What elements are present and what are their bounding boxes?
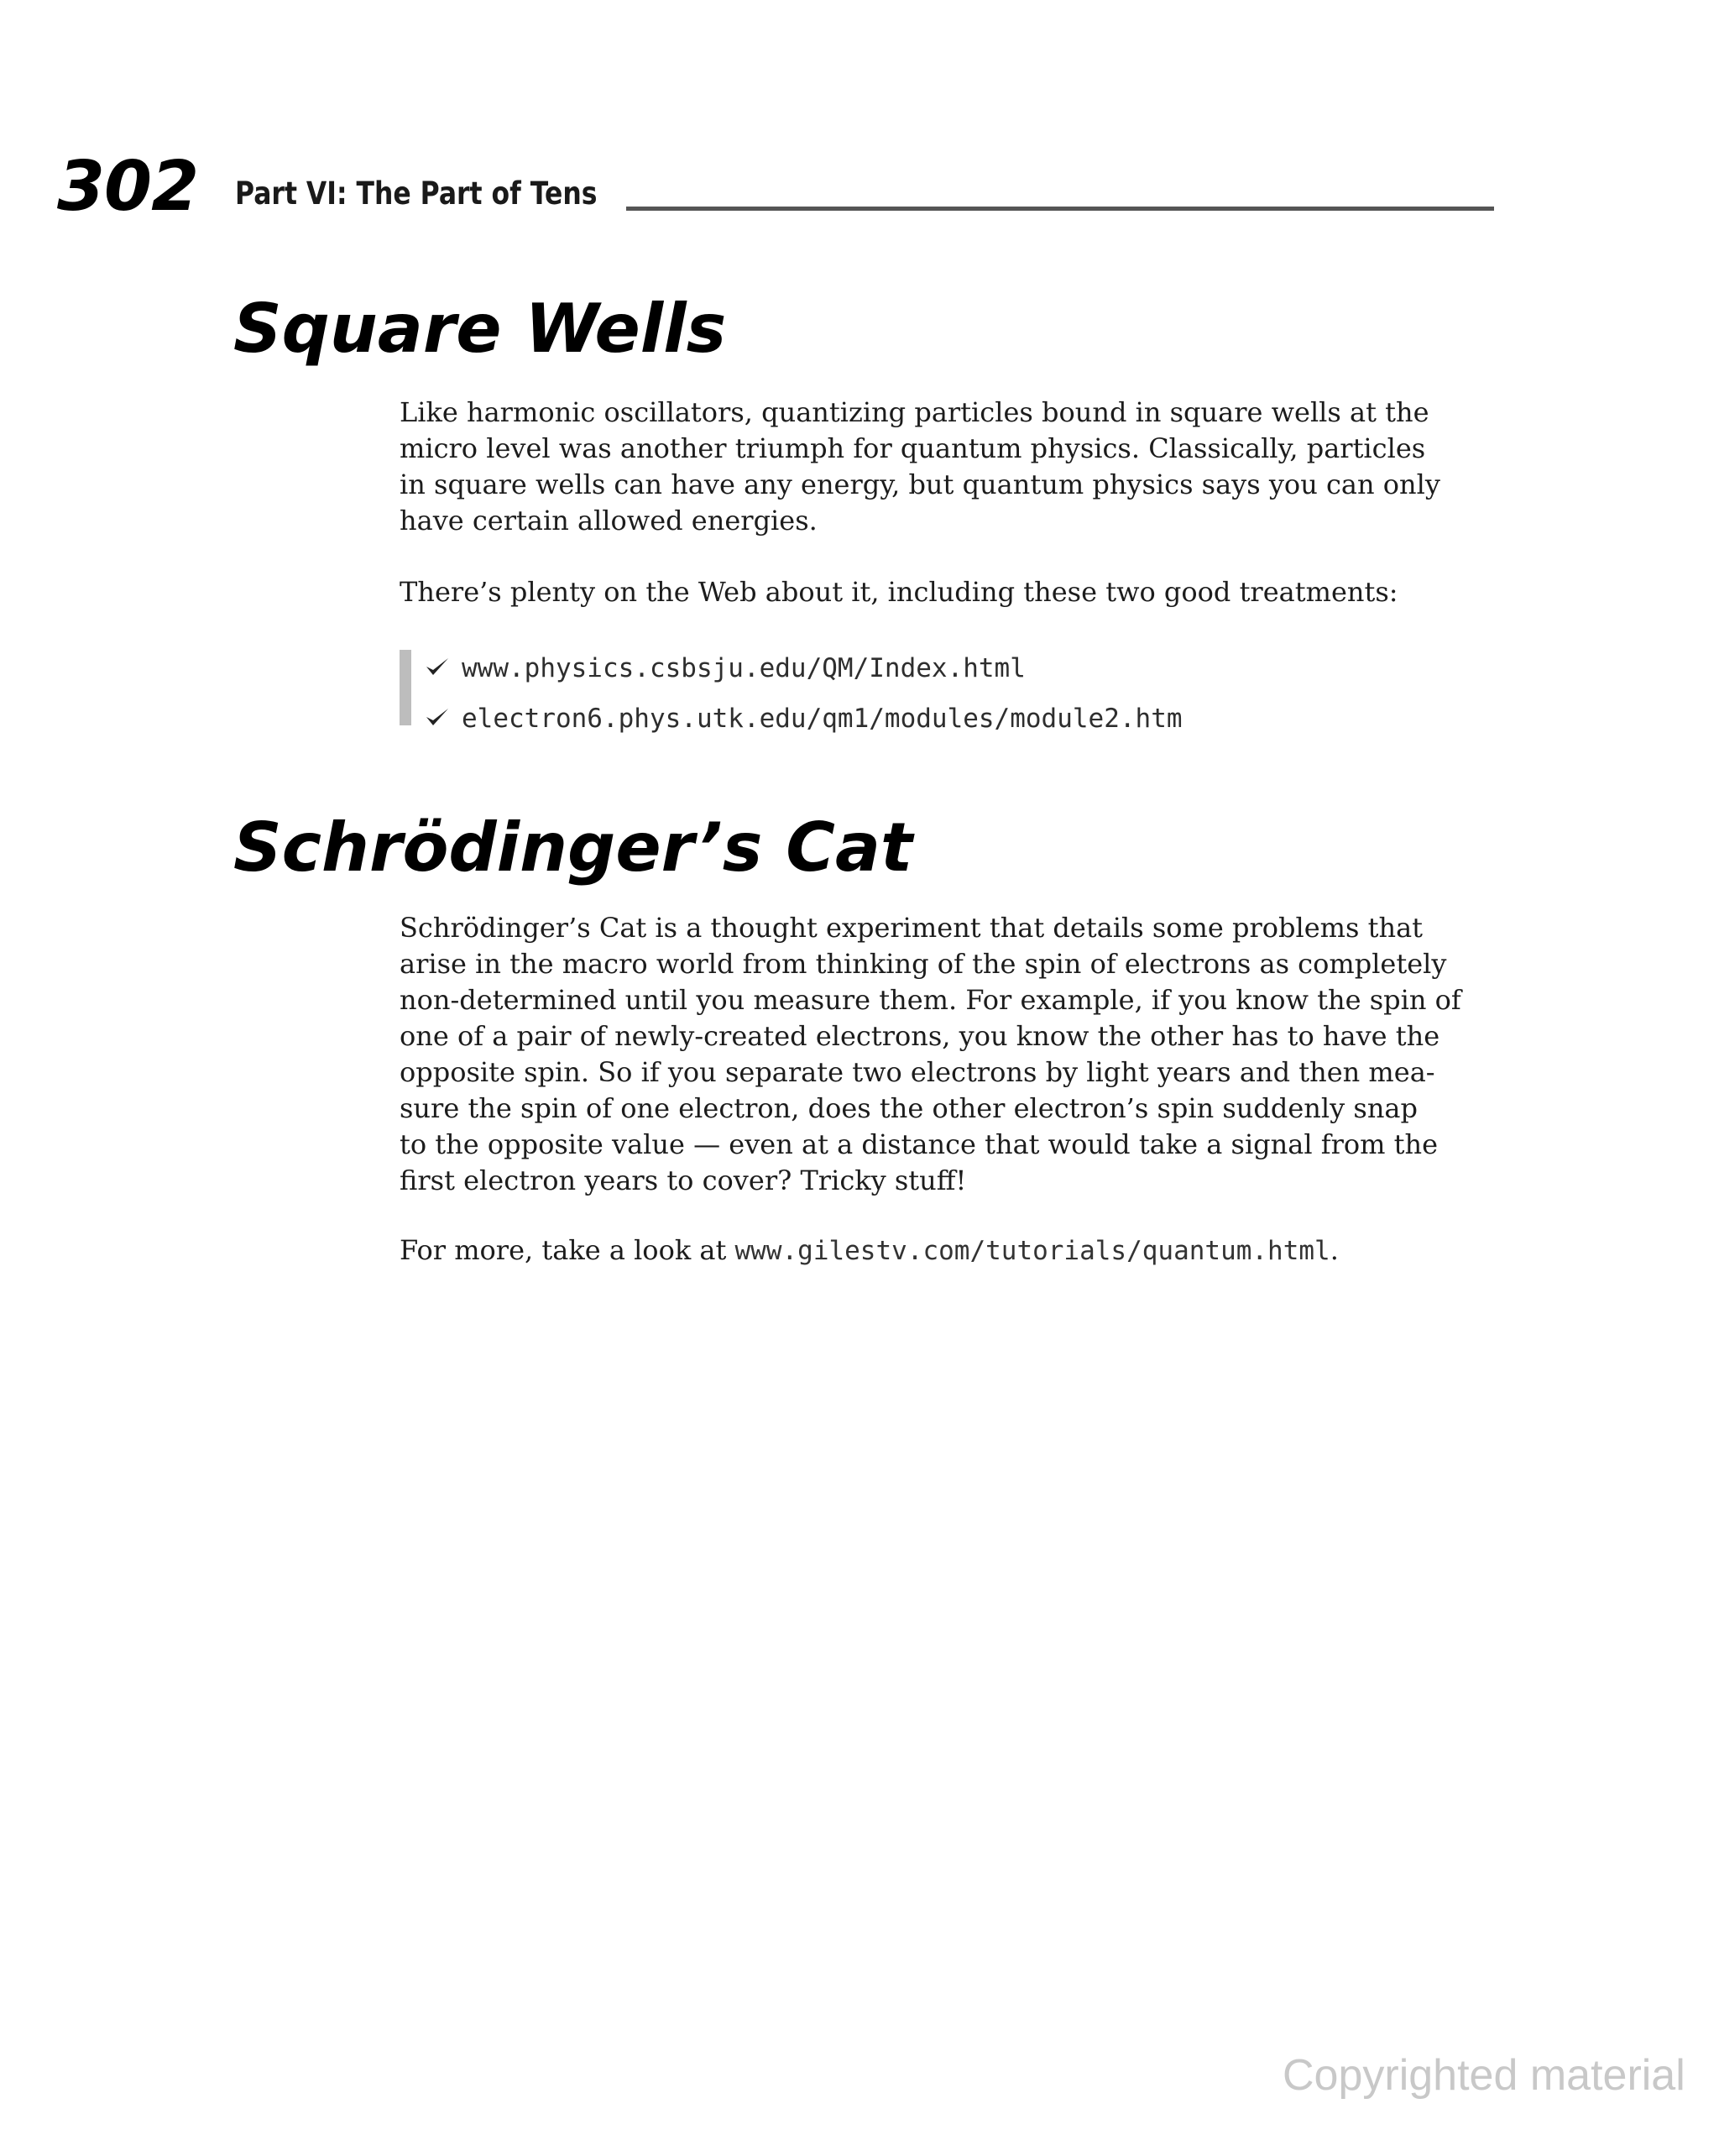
schrodingers-cat-paragraph-2 [400, 1232, 1491, 1269]
text-line: Like harmonic oscillators, quantizing particles bound in square wells at the [400, 396, 1429, 428]
page-number: 302 [57, 147, 199, 227]
check-icon [425, 655, 450, 680]
section-title-schrodingers-cat: Schrödinger’s Cat [233, 808, 913, 887]
list-margin-bar [400, 650, 411, 725]
schrodingers-cat-paragraph-1 [400, 910, 1491, 1199]
link-url[interactable]: www.gilestv.com/tutorials/quantum.html [734, 1236, 1330, 1266]
text-line: first electron years to cover? Tricky stuff! [400, 1164, 967, 1196]
check-icon [425, 705, 450, 730]
link-url[interactable]: www.physics.csbsju.edu/QM/Index.html [462, 653, 1026, 683]
list-item [425, 650, 1026, 687]
text-line: to the opposite value — even at a distance that would take a signal from the [400, 1128, 1439, 1160]
text-line: in square wells can have any energy, but quantum physics says you can only [400, 468, 1440, 500]
header-rule [626, 207, 1494, 211]
text-line: Schrödinger’s Cat is a thought experiment that details some problems that [400, 912, 1424, 944]
more-prefix: For more, take a look at [400, 1234, 735, 1266]
more-suffix: . [1330, 1234, 1339, 1266]
text-line: arise in the macro world from thinking of the spin of electrons as completely [400, 948, 1447, 980]
text-line: have certain allowed energies. [400, 505, 818, 536]
list-item [425, 700, 1183, 737]
text-line: There’s plenty on the Web about it, including these two good treatments: [400, 576, 1398, 608]
section-title-square-wells: Square Wells [233, 290, 727, 368]
text-line: micro level was another triumph for quantum physics. Classically, particles [400, 432, 1426, 464]
text-line [400, 1232, 1491, 1269]
text-line: opposite spin. So if you separate two electrons by light years and then mea- [400, 1056, 1435, 1088]
running-head: Part VI: The Part of Tens [235, 175, 598, 212]
square-wells-paragraph-1 [400, 395, 1491, 539]
text-line: non-determined until you measure them. For example, if you know the spin of [400, 984, 1461, 1016]
text-line: sure the spin of one electron, does the other electron’s spin suddenly snap [400, 1092, 1418, 1124]
copyright-watermark: Copyrighted material [1283, 2051, 1685, 2100]
page-header [57, 149, 1494, 225]
link-url[interactable]: electron6.phys.utk.edu/qm1/modules/module2.htm [462, 704, 1183, 734]
square-wells-paragraph-2 [400, 574, 1491, 610]
text-line: one of a pair of newly-created electrons, you know the other has to have the [400, 1020, 1440, 1052]
link-list [400, 650, 1491, 734]
